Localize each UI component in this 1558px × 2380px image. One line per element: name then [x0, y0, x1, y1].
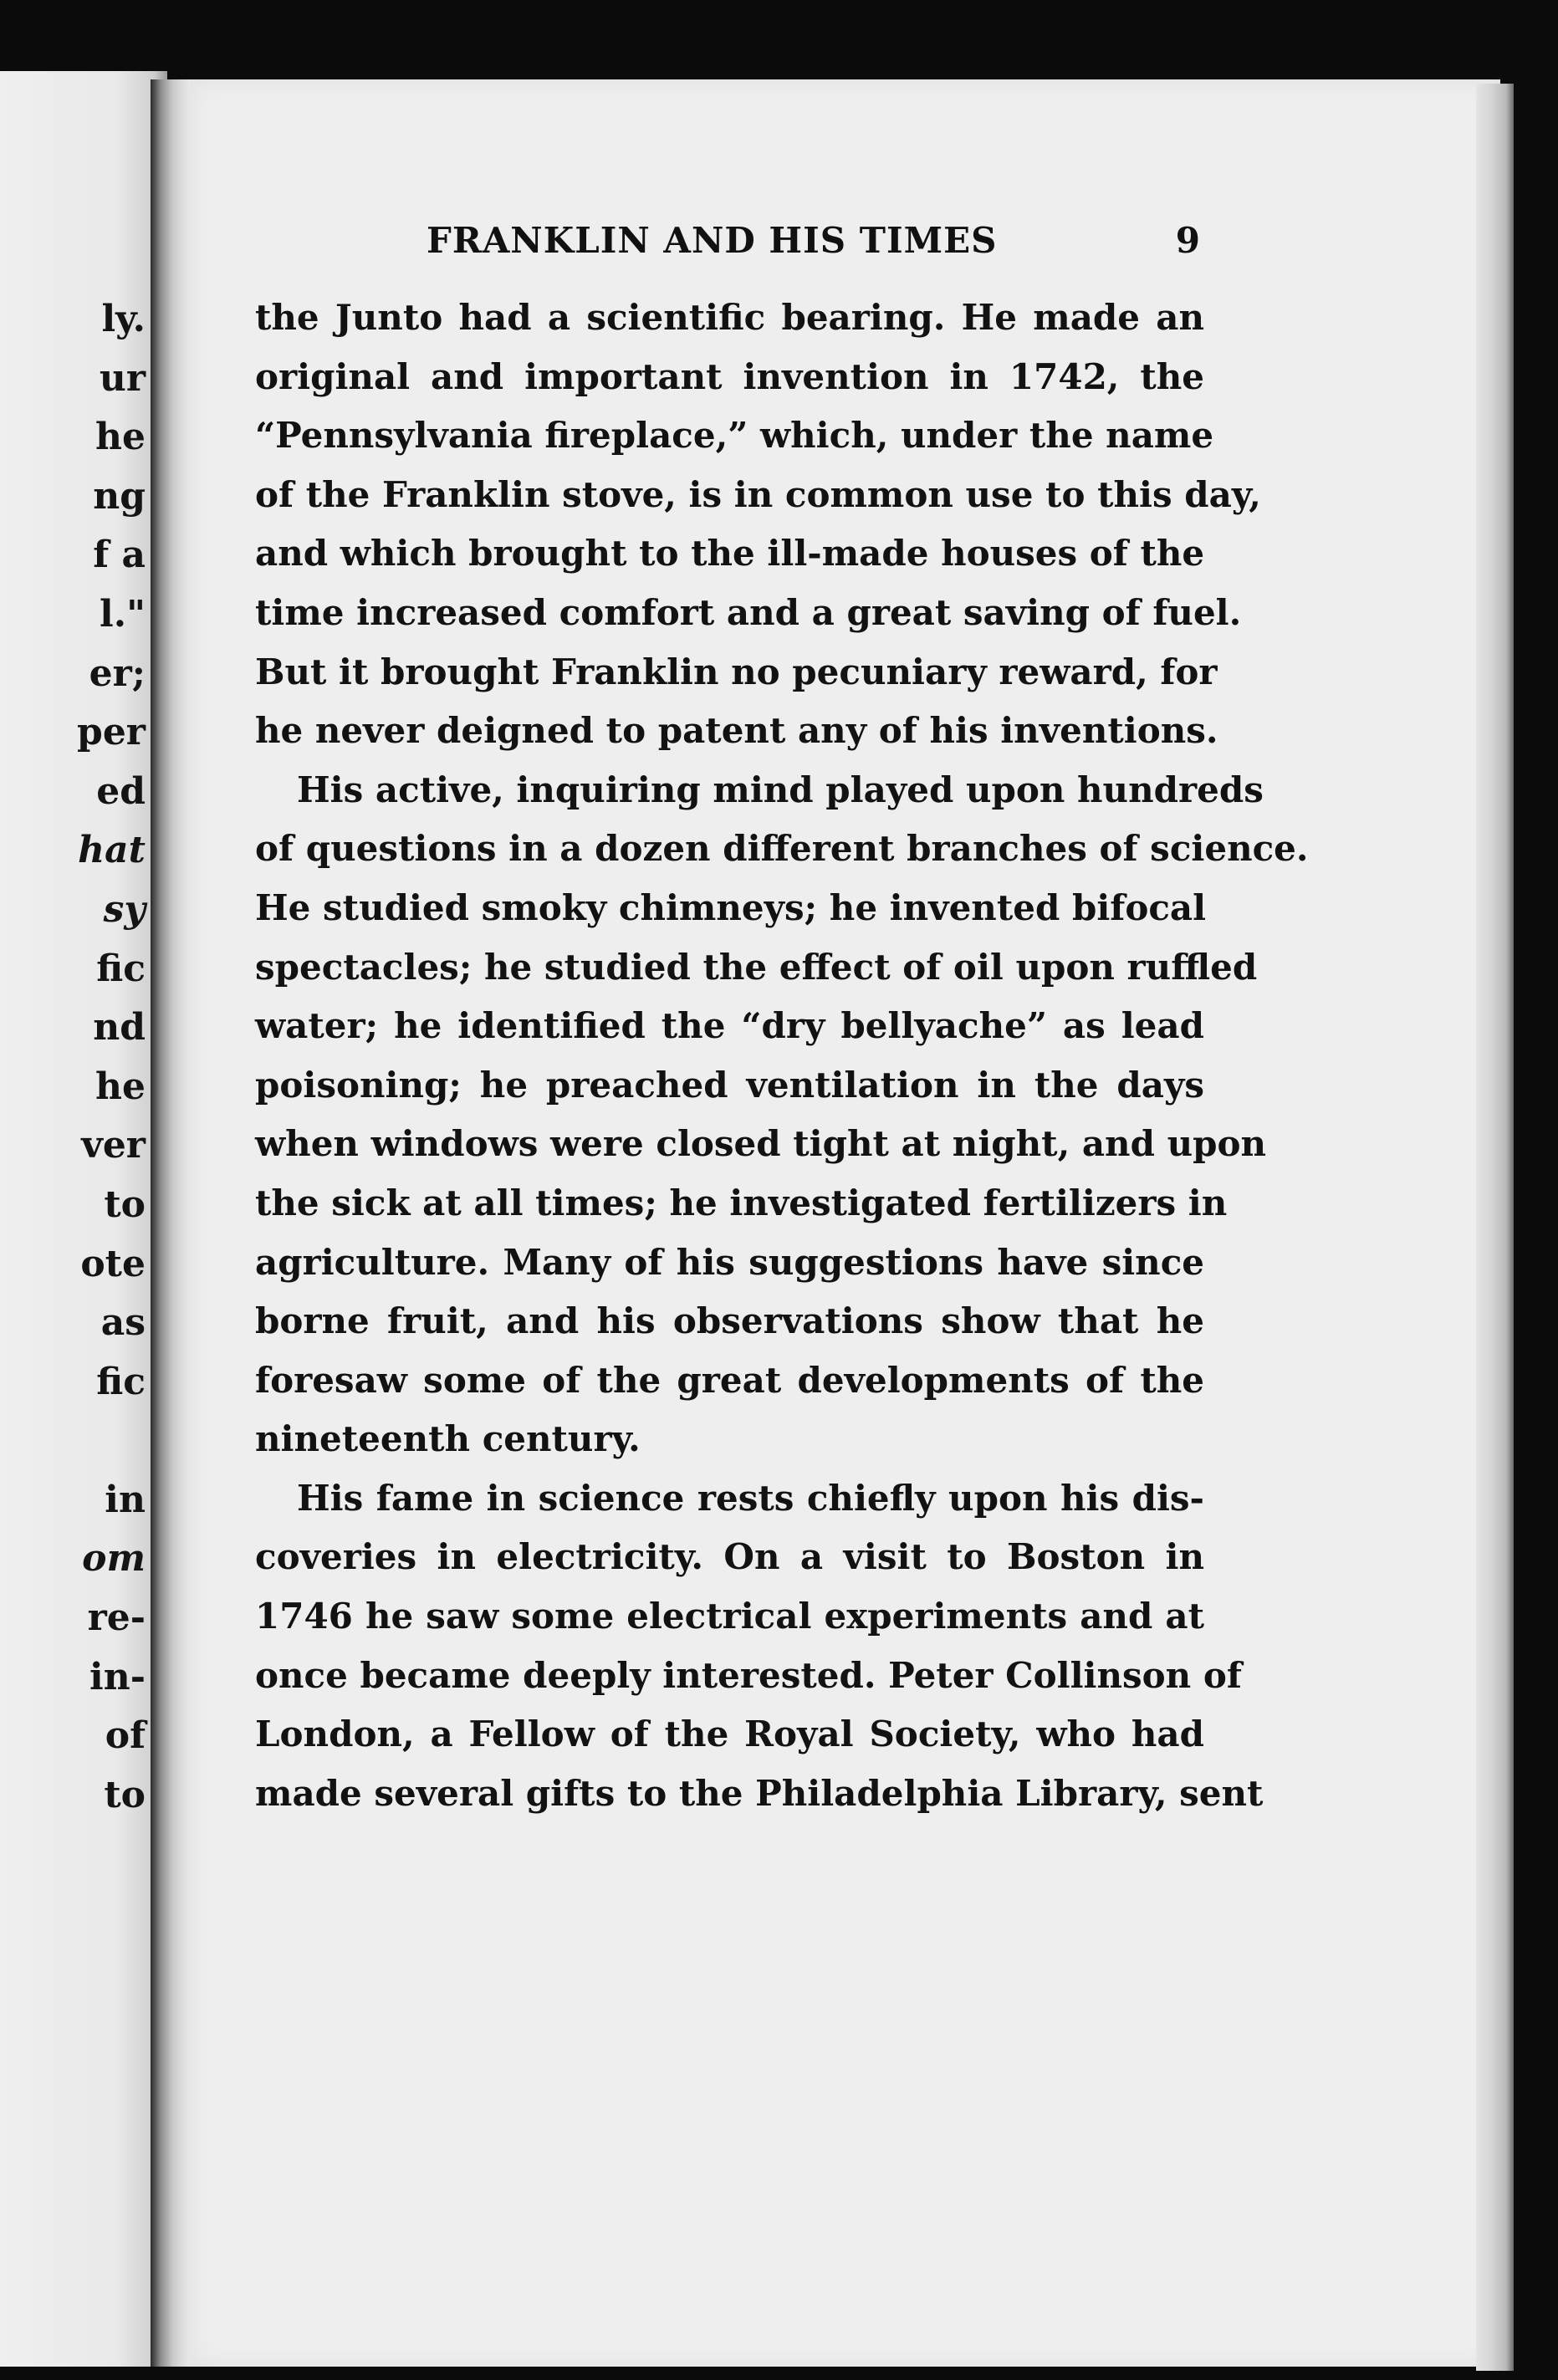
book-gutter-shadow	[151, 79, 197, 2367]
previous-page-fragment: in	[105, 1478, 146, 1521]
previous-page-fragment: sy	[103, 887, 146, 931]
previous-page-text-fragments	[0, 290, 146, 1825]
page-number: 9	[1175, 220, 1200, 261]
text-line: of questions in a dozen different branches of science.	[255, 828, 1309, 870]
previous-page-fragment: ed	[96, 769, 146, 813]
previous-page-fragment: er;	[89, 651, 146, 695]
text-line: His fame in science rests chiefly upon his dis-	[297, 1477, 1204, 1519]
body-text	[255, 289, 1309, 1823]
previous-page-fragment: om	[82, 1537, 146, 1581]
previous-page-fragment: as	[100, 1301, 146, 1345]
previous-page-fragment: l."	[100, 592, 146, 636]
text-line: London, a Fellow of the Royal Society, who had	[255, 1713, 1204, 1755]
previous-page-fragment: f a	[93, 534, 146, 577]
text-line: nineteenth century.	[255, 1418, 641, 1460]
text-line: the Junto had a scientific bearing. He made an	[255, 297, 1204, 338]
text-line: the sick at all times; he investigated fertilizers in	[255, 1182, 1228, 1223]
previous-page-fragment: to	[104, 1182, 146, 1226]
previous-page-fragment: to	[104, 1773, 146, 1816]
previous-page-fragment: of	[105, 1714, 146, 1758]
text-line: of the Franklin stove, is in common use to this day,	[255, 473, 1261, 515]
text-line: But it brought Franklin no pecuniary reward, for	[255, 651, 1218, 692]
previous-page-fragment: ly.	[101, 298, 146, 340]
text-line: made several gifts to the Philadelphia Library, sent	[255, 1772, 1264, 1814]
text-line: time increased comfort and a great saving of fuel.	[255, 591, 1242, 633]
text-line: he never deigned to patent any of his inventions.	[255, 710, 1218, 752]
text-line: borne fruit, and his observations show that he	[255, 1300, 1204, 1342]
text-line: when windows were closed tight at night, and upon	[255, 1123, 1267, 1165]
previous-page-fragment: nd	[93, 1006, 146, 1050]
previous-page	[0, 71, 167, 2367]
text-line: coveries in electricity. On a visit to Boston in	[255, 1536, 1204, 1578]
running-head-title: FRANKLIN AND HIS TIMES	[427, 220, 998, 261]
text-line: 1746 he saw some electrical experiments and at	[255, 1596, 1204, 1637]
previous-page-fragment	[0, 1412, 146, 1471]
text-line: His active, inquiring mind played upon hundreds	[297, 769, 1264, 810]
text-line: poisoning; he preached ventilation in the days	[255, 1064, 1204, 1106]
text-line: “Pennsylvania fireplace,” which, under the name	[255, 415, 1214, 457]
text-line: water; he identified the “dry bellyache” as lead	[255, 1005, 1204, 1047]
text-line: foresaw some of the great developments of the	[255, 1359, 1204, 1401]
previous-page-fragment: he	[95, 416, 146, 459]
previous-page-fragment: hat	[78, 829, 146, 872]
page-edge-shadow	[1476, 84, 1514, 2371]
text-line: once became deeply interested. Peter Collinson of	[255, 1654, 1242, 1696]
previous-page-fragment: in-	[89, 1655, 146, 1698]
previous-page-fragment: fic	[96, 947, 146, 990]
previous-page-fragment: ng	[93, 474, 146, 518]
previous-page-fragment: per	[77, 711, 146, 754]
running-head	[255, 216, 1200, 266]
text-line: He studied smoky chimneys; he invented bifocal	[255, 886, 1207, 928]
previous-page-fragment: ver	[81, 1124, 146, 1167]
text-line: agriculture. Many of his suggestions have since	[255, 1241, 1204, 1283]
text-line: original and important invention in 1742, the	[255, 355, 1204, 397]
text-line: and which brought to the ill-made houses of the	[255, 533, 1205, 575]
previous-page-fragment: ote	[80, 1242, 146, 1285]
previous-page-fragment: re-	[87, 1596, 146, 1640]
previous-page-fragment: ur	[99, 356, 146, 400]
text-line: spectacles; he studied the effect of oil upon ruffled	[255, 946, 1258, 988]
previous-page-fragment: fic	[96, 1360, 146, 1403]
previous-page-fragment: he	[95, 1065, 146, 1108]
